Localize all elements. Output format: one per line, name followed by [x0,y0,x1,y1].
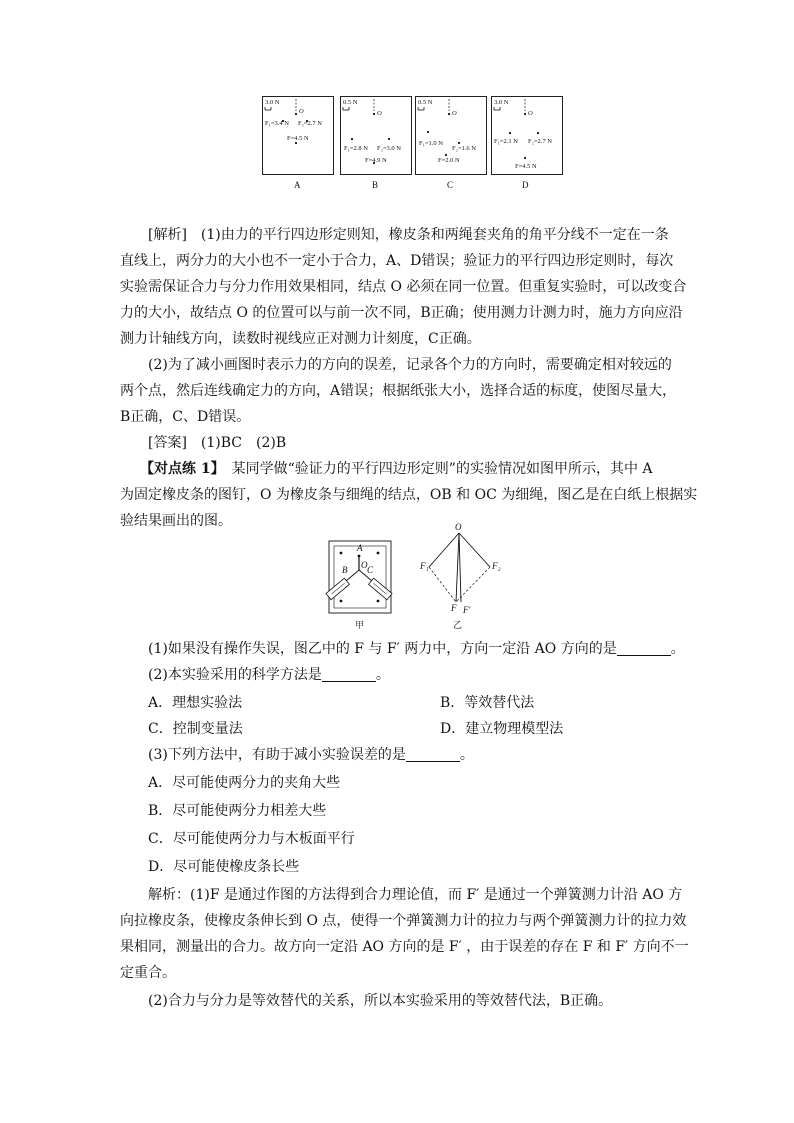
text-line: 实验需保证合力与分力作用效果相同，结点 O 必须在同一位置。但重复实验时，可以改变合 [120,279,687,295]
option-box-d [491,96,563,175]
scale-label: 0.5 N [343,99,358,106]
solution-line: 果相同，测量出的合力。故方向一定沿 AO 方向的是 F′ ，由于误差的存在 F 和 F′ 方向不一 [120,939,689,955]
point-o-label: O [299,108,304,115]
figure-options [262,96,562,192]
f1-label: F₁=3.4 N [265,120,289,127]
option-q2-b: B．等效替代法 [440,695,535,711]
question-2: (2)本实验采用的科学方法是 。 [148,667,390,683]
text-line: 两个点，然后连线确定力的方向，A错误；根据纸张大小，选择合适的标度，使图尽量大， [120,383,677,399]
f1-label: F₁=1.0 N [419,140,443,147]
figure-jia [320,525,520,630]
f1-label: F₁=2.8 N [344,145,368,152]
label-c: C [367,565,374,575]
point-o-label: O [452,110,457,117]
option-box-c [415,96,487,175]
f2-label: F₂=3.0 N [377,145,401,152]
option-letter-d: D [522,180,529,190]
f-label: F=2.0 N [438,157,460,164]
label-o-yi: O [455,522,462,532]
point-o-label: O [377,110,382,117]
option-q3-b: B．尽可能使两分力相差大些 [148,803,327,819]
label-f1: F₁ [420,561,429,571]
point-o-label: O [528,110,533,117]
answer-blank [617,641,671,656]
exercise-intro: 某同学做“验证力的平行四边形定则”的实验情况如图甲所示，其中 A [217,461,653,477]
text-line: 验结果画出的图。 [120,513,232,529]
option-q2-c: C．控制变量法 [148,721,243,737]
f2-label: F₂=2.7 N [298,120,322,127]
text-line: (2)为了减小画图时表示力的方向的误差，记录各个力的方向时，需要确定相对较远的 [148,357,672,373]
option-letter-c: C [447,180,454,190]
option-q2-a: A．理想实验法 [148,695,243,711]
label-f2: F₂ [492,561,501,571]
option-q3-a: A．尽可能使两分力的夹角大些 [148,775,341,791]
label-f: F [451,603,457,613]
solution-line: (2)合力与分力是等效替代的关系，所以本实验采用的等效替代法，B正确。 [148,993,613,1009]
answer-line: [答案] (1)BC (2)B [148,435,287,451]
answer-blank [322,667,376,682]
text-line: 为固定橡皮条的图钉，O 为橡皮条与细绳的结点，OB 和 OC 为细绳，图乙是在白纸上根据实 [120,487,698,503]
solution-line: 解析：(1)F 是通过作图的方法得到合力理论值，而 F′ 是通过一个弹簧测力计沿 AO 方 [148,887,683,903]
option-q3-c: C．尽可能使两分力与木板面平行 [148,831,355,847]
label-b: B [342,565,348,575]
option-box-b [340,96,412,175]
option-letter-b: B [372,180,379,190]
option-q3-d: D．尽可能使橡皮条长些 [148,859,300,875]
text-line: B正确，C、D错误。 [120,409,251,425]
option-box-a [262,96,334,175]
text-line: [解析] (1)由力的平行四边形定则知，橡皮条和两绳套夹角的角平分线不一定在一条 [148,227,669,243]
f2-label: F₂=2.7 N [528,138,552,145]
f1-label: F₁=2.1 N [494,138,518,145]
option-q2-d: D．建立物理模型法 [440,721,564,737]
scale-label: 3.0 N [265,99,280,106]
figure-experiment [320,522,520,630]
scale-label: 0.5 N [418,99,433,106]
label-o-jia: O [361,560,368,570]
text-line: 力的大小，故结点 O 的位置可以与前一次不同，B正确；使用测力计测力时，施力方向应沿 [120,305,683,321]
question-1: (1)如果没有操作失误，图乙中的 F 与 F′ 两力中，方向一定沿 AO 方向的是 。 [148,641,685,657]
caption-yi: 乙 [453,620,463,630]
text-line: 测力计轴线方向，读数时视线应正对测力计刻度，C正确。 [120,331,481,347]
question-3: (3)下列方法中，有助于减小实验误差的是 。 [148,747,474,763]
exercise-heading-line [140,458,668,480]
option-letter-a: A [294,180,301,190]
caption-jia: 甲 [355,620,365,630]
exercise-heading: 【对点练 1】 [140,461,218,477]
solution-line: 向拉橡皮条，使橡皮条伸长到 O 点，使得一个弹簧测力计的拉力与两个弹簧测力计的拉力效 [120,913,687,929]
label-f-prime: F′ [463,605,471,615]
text-line: 直线上，两分力的大小也不一定小于合力，A、D错误；验证力的平行四边形定则时，每次 [120,253,674,269]
f-label: F=4.9 N [365,157,387,164]
f2-label: F₂=1.6 N [452,145,476,152]
f-label: F=4.5 N [287,135,309,142]
answer-blank [406,747,460,762]
solution-line: 定重合。 [120,965,176,981]
label-a: A [357,543,363,553]
scale-label: 3.0 N [494,99,509,106]
f-label: F=4.5 N [515,163,537,170]
